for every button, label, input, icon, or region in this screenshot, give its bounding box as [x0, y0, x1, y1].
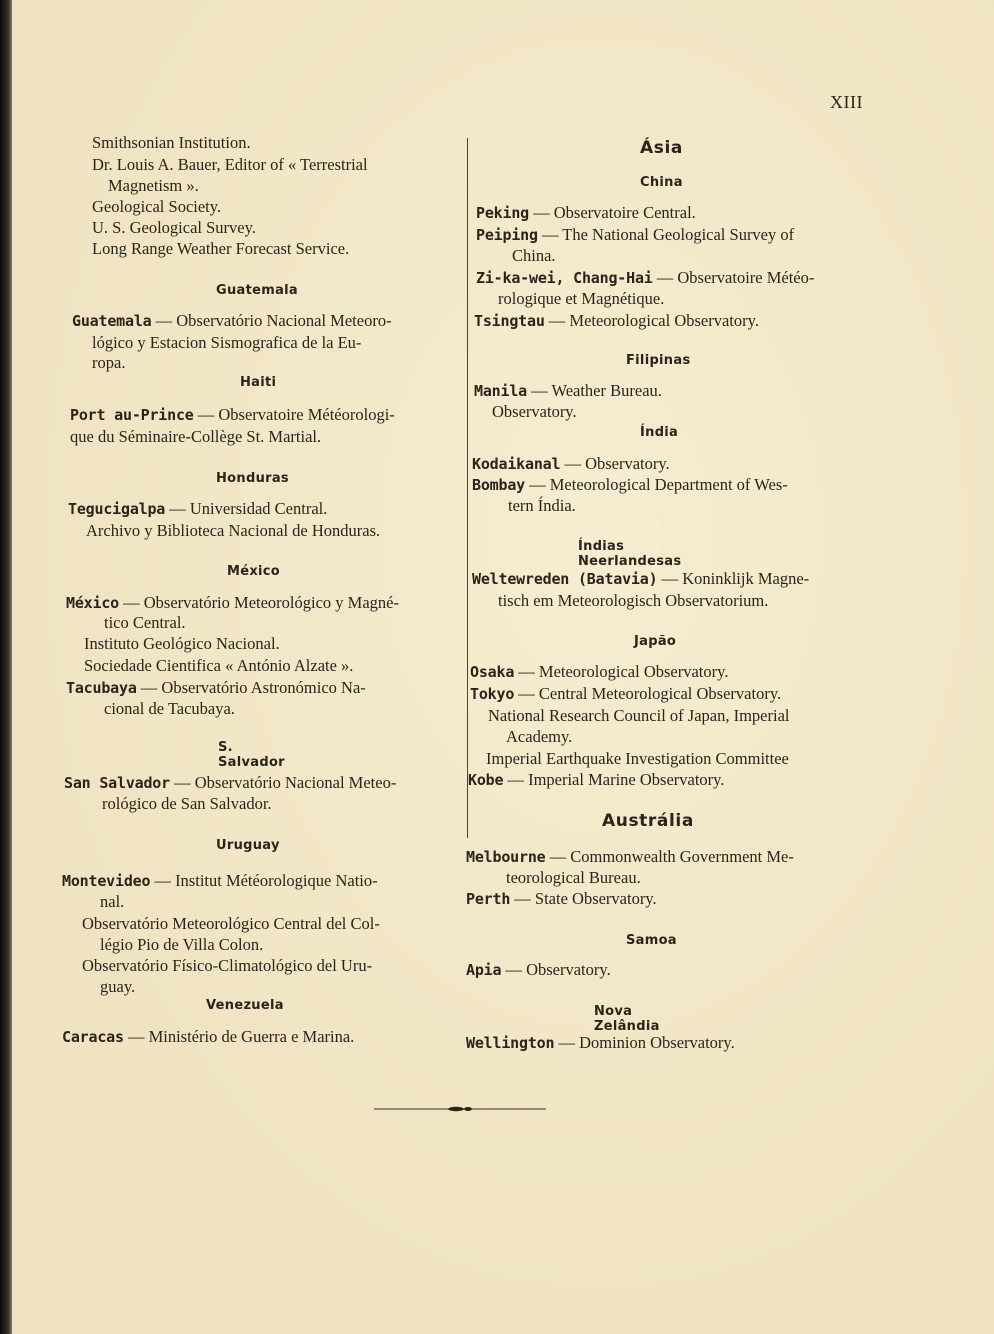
entry-line: Geological Society.: [92, 197, 222, 216]
section-heading: China: [640, 175, 683, 190]
entry-city: Peiping: [476, 226, 538, 244]
entry-line: Tokyo — Central Meteorological Observatory.: [470, 684, 782, 703]
entry-line: tico Central.: [104, 613, 186, 632]
entry-city: Peking: [476, 204, 529, 222]
entry-city: Tegucigalpa: [68, 500, 166, 518]
section-heading: México: [227, 564, 281, 579]
entry-line: Montevideo — Institut Météorologique Natio-: [62, 871, 378, 890]
entry-line: Guatemala — Observatório Nacional Meteoro-: [72, 311, 392, 330]
section-heading: Uruguay: [216, 838, 280, 853]
region-heading: Ásia: [640, 138, 683, 158]
entry-line: Long Range Weather Forecast Service.: [92, 239, 350, 258]
entry-city: Tacubaya: [66, 679, 137, 697]
section-heading: Nova Zelândia: [594, 1004, 660, 1034]
section-heading: Japão: [634, 634, 677, 649]
entry-line: San Salvador — Observatório Nacional Meteo-: [64, 773, 397, 792]
section-heading: Honduras: [216, 471, 289, 486]
entry-line: Observatório Meteorológico Central del Col-: [82, 914, 380, 933]
entry-line: National Research Council of Japan, Imperial: [488, 706, 790, 725]
entry-line: Zi-ka-wei, Chang-Hai — Observatoire Météo-: [476, 268, 815, 287]
entry-line: Perth — State Observatory.: [466, 889, 657, 908]
entry-city: Caracas: [62, 1028, 124, 1046]
section-heading: S. Salvador: [218, 740, 285, 770]
entry-line: Kodaikanal — Observatory.: [472, 454, 670, 473]
entry-city: Perth: [466, 890, 511, 908]
entry-line: lógico y Estacion Sismografica de la Eu-: [92, 333, 362, 352]
page-number: XIII: [830, 92, 863, 112]
entry-line: tern Índia.: [508, 496, 576, 515]
region-heading: Austrália: [602, 811, 694, 831]
section-heading: Guatemala: [216, 283, 298, 298]
entry-line: Caracas — Ministério de Guerra e Marina.: [62, 1027, 355, 1046]
entry-city: México: [66, 594, 119, 612]
section-heading: Índia: [640, 425, 679, 440]
entry-line: guay.: [100, 977, 136, 996]
entry-city: Port au-Prince: [70, 406, 194, 424]
entry-city: Manila: [474, 382, 527, 400]
ornamental-rule: [374, 1106, 546, 1112]
entry-line: Wellington — Dominion Observatory.: [466, 1033, 735, 1052]
entry-city: Weltewreden (Batavia): [472, 570, 658, 588]
column-divider: [467, 138, 468, 838]
entry-line: Apia — Observatory.: [466, 960, 611, 979]
entry-line: que du Séminaire-Collège St. Martial.: [70, 427, 322, 446]
entry-line: Weltewreden (Batavia) — Koninklijk Magne-: [472, 569, 810, 588]
entry-line: Sociedade Cientifica « António Alzate ».: [84, 656, 354, 675]
entry-line: Peiping — The National Geological Survey of: [476, 225, 795, 244]
entry-line: Archivo y Biblioteca Nacional de Honduras.: [86, 521, 381, 540]
book-page: [12, 0, 994, 1334]
entry-line: cional de Tacubaya.: [104, 699, 235, 718]
entry-line: Manila — Weather Bureau.: [474, 381, 662, 400]
entry-line: légio Pio de Villa Colon.: [100, 935, 264, 954]
entry-city: Tokyo: [470, 685, 515, 703]
entry-city: San Salvador: [64, 774, 170, 792]
section-heading: Venezuela: [206, 998, 284, 1013]
section-heading: Filipinas: [626, 353, 691, 368]
entry-line: China.: [512, 246, 556, 265]
entry-line: teorological Bureau.: [506, 868, 641, 887]
section-heading: Índias Neerlandesas: [578, 539, 682, 569]
entry-line: Tacubaya — Observatório Astronómico Na-: [66, 678, 366, 697]
entry-line: Dr. Louis A. Bauer, Editor of « Terrestrial: [92, 155, 368, 174]
entry-line: Observatory.: [492, 402, 577, 421]
entry-line: Instituto Geológico Nacional.: [84, 634, 280, 653]
entry-city: Wellington: [466, 1034, 555, 1052]
entry-line: Melbourne — Commonwealth Government Me-: [466, 847, 794, 866]
entry-line: Magnetism ».: [108, 176, 199, 195]
entry-line: Peking — Observatoire Central.: [476, 203, 696, 222]
entry-city: Guatemala: [72, 312, 152, 330]
entry-line: Tegucigalpa — Universidad Central.: [68, 499, 328, 518]
entry-line: Port au-Prince — Observatoire Météorologi-: [70, 405, 395, 424]
entry-city: Melbourne: [466, 848, 546, 866]
entry-line: ropa.: [92, 353, 126, 372]
entry-line: tisch em Meteorologisch Observatorium.: [498, 591, 769, 610]
entry-city: Tsingtau: [474, 312, 545, 330]
entry-city: Kodaikanal: [472, 455, 561, 473]
entry-city: Bombay: [472, 476, 525, 494]
entry-line: Observatório Físico-Climatológico del Uru-: [82, 956, 373, 975]
entry-city: Osaka: [470, 663, 515, 681]
entry-city: Apia: [466, 961, 502, 979]
entry-line: México — Observatório Meteorológico y Magné-: [66, 593, 399, 612]
entry-line: U. S. Geological Survey.: [92, 218, 256, 237]
entry-line: nal.: [100, 892, 125, 911]
entry-line: rologique et Magnétique.: [498, 289, 665, 308]
entry-city: Montevideo: [62, 872, 151, 890]
entry-line: Osaka — Meteorological Observatory.: [470, 662, 729, 681]
entry-line: rológico de San Salvador.: [102, 794, 272, 813]
entry-line: Academy.: [506, 727, 573, 746]
entry-line: Bombay — Meteorological Department of Wes-: [472, 475, 788, 494]
entry-city: Kobe: [468, 771, 504, 789]
entry-line: Smithsonian Institution.: [92, 133, 251, 152]
section-heading: Haiti: [240, 375, 277, 390]
entry-city: Zi-ka-wei, Chang-Hai: [476, 269, 653, 287]
entry-line: Kobe — Imperial Marine Observatory.: [468, 770, 725, 789]
entry-line: Imperial Earthquake Investigation Committee: [486, 749, 789, 768]
entry-line: Tsingtau — Meteorological Observatory.: [474, 311, 759, 330]
section-heading: Samoa: [626, 933, 677, 948]
